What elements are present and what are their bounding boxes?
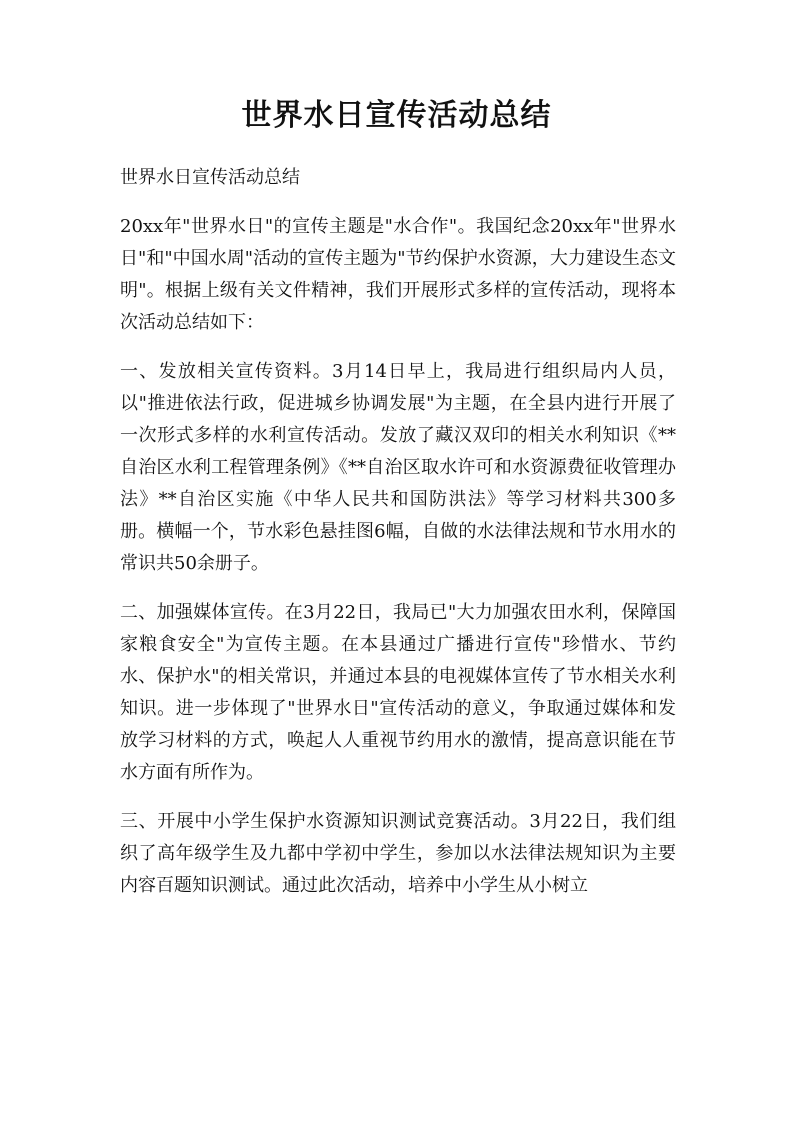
document-title: 世界水日宣传活动总结 xyxy=(241,98,552,133)
document-body xyxy=(120,162,676,919)
document-subtitle: 世界水日宣传活动总结 xyxy=(120,167,300,188)
paragraph-section-1: 一、发放相关宣传资料。3月14日早上，我局进行组织局内人员，以"推进依法行政，促进城乡协调发展"为主题，在全县内进行开展了一次形式多样的水利宣传活动。发放了藏汉双印的相关水利知识《**自治区水利工程管理条例》《**自治区取水许可和水资源费征收管理办法》**自治区实施《中华人民共和国防洪法》等学习材料共300多册。横幅一个，节水彩色悬挂图6幅，自做的水法律法规和节水用水的常识共50余册子。 xyxy=(120,361,676,574)
paragraph-intro: 20xx年"世界水日"的宣传主题是"水合作"。我国纪念20xx年"世界水日"和"中国水周"活动的宣传主题为"节约保护水资源，大力建设生态文明"。根据上级有关文件精神，我们开展形式多样的宣传活动，现将本次活动总结如下： xyxy=(120,216,676,333)
paragraph-section-3: 三、开展中小学生保护水资源知识测试竞赛活动。3月22日，我们组织了高年级学生及九都中学初中学生，参加以水法律法规知识为主要内容百题知识测试。通过此次活动，培养中小学生从小树立 xyxy=(120,811,676,896)
paragraph-section-2: 二、加强媒体宣传。在3月22日，我局已"大力加强农田水利，保障国家粮食安全"为宣传主题。在本县通过广播进行宣传"珍惜水、节约水、保护水"的相关常识，并通过本县的电视媒体宣传了节水相关水利知识。进一步体现了"世界水日"宣传活动的意义，争取通过媒体和发放学习材料的方式，唤起人人重视节约用水的激情，提高意识能在节水方面有所作为。 xyxy=(120,602,676,783)
